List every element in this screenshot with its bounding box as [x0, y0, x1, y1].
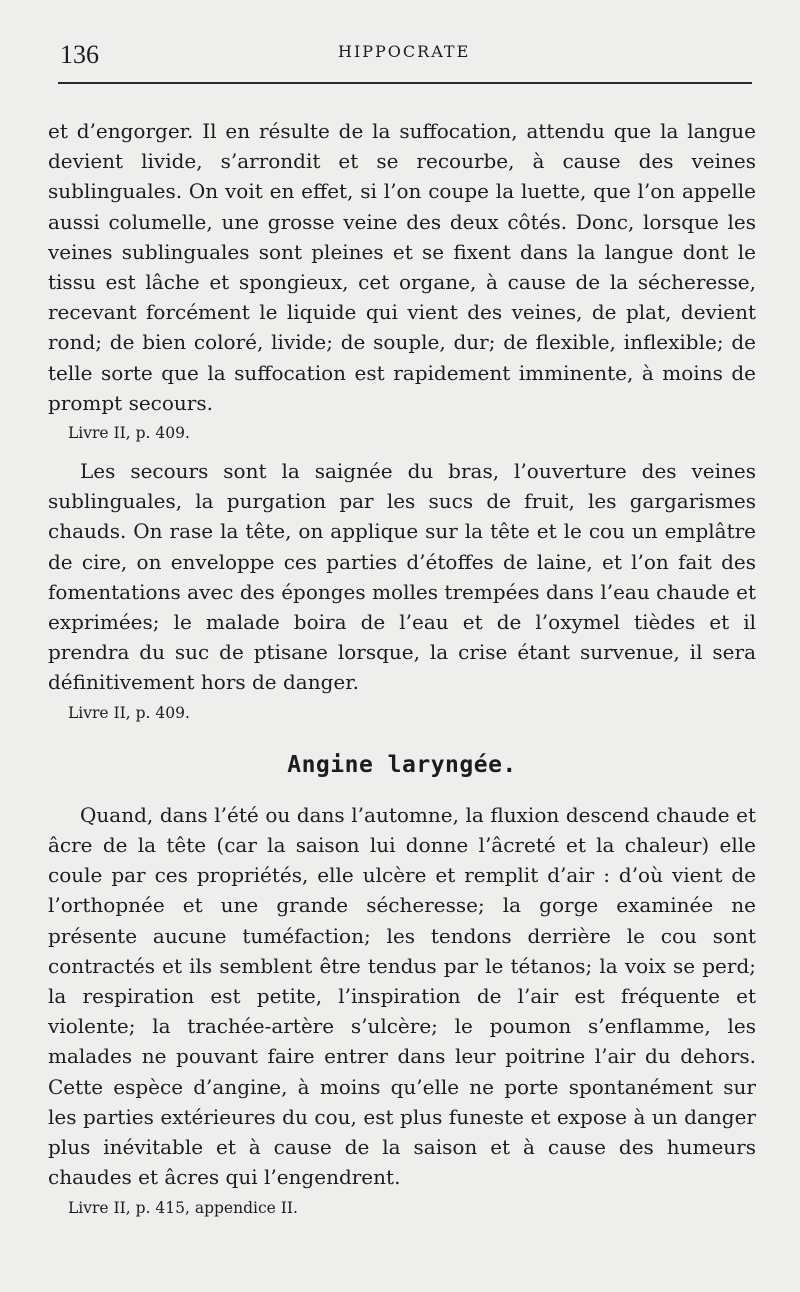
page-header: [60, 38, 750, 78]
paragraph: Quand, dans l’été ou dans l’automne, la fluxion descend chaude et âcre de la tête (car la saison lui donne l’âcreté et la chaleur) elle coule par ces propriétés, elle ulcère et remplit d’air : d’où vient de l’orthopnée et une grande sécheresse; la gorge examinée ne présente aucune tuméfaction; les tendons derrière le cou sont contractés et ils semblent être tendus par le tétanos; la voix se perd; la respiration est petite, l’inspiration de l’air est fréquente et violente; la trachée-artère s’ulcère; le poumon s’enflamme, les malades ne pouvant faire entrer dans leur poitrine l’air du dehors. Cette espèce d’angine, à moins qu’elle ne porte spontanément sur les parties extérieures du cou, est plus funeste et expose à un danger plus inévitable et à cause de la saison et à cause des humeurs chaudes et âcres qui l’engendrent.: [48, 802, 756, 1190]
page-body: [48, 116, 756, 1231]
running-head: HIPPOCRATE: [338, 42, 471, 61]
reference-citation: Livre II, p. 409.: [68, 424, 190, 443]
reference-citation: Livre II, p. 415, appendice II.: [68, 1198, 298, 1217]
paragraph: et d’engorger. Il en résulte de la suffocation, attendu que la langue devient livide, s’arrondit et se recourbe, à cause des veines sublinguales. On voit en effet, si l’on coupe la luette, que l’on appelle aussi columelle, une grosse veine des deux côtés. Donc, lorsque les veines sublinguales sont pleines et se fixent dans la langue dont le tissu est lâche et spongieux, cet organe, à cause de la sécheresse, recevant forcément le liquide qui vient des veines, de plat, devient rond; de bien coloré, livide; de souple, dur; de flexible, inflexible; de telle sorte que la suffocation est rapidement imminente, à moins de prompt secours.: [48, 119, 756, 415]
header-rule: [58, 82, 752, 84]
reference-citation: Livre II, p. 409.: [68, 703, 190, 722]
paragraph: Les secours sont la saignée du bras, l’ouverture des veines sublinguales, la purgation par les sucs de fruit, les gargarismes chauds. On rase la tête, on applique sur la tête et le cou un emplâtre de cire, on enveloppe ces parties d’étoffes de laine, et l’on fait des fomentations avec des éponges molles trempées dans l’eau chaude et exprimées; le malade boira de l’eau et de l’oxymel tièdes et il prendra du suc de ptisane lorsque, la crise étant survenue, il sera définitivement hors de danger.: [48, 459, 756, 695]
page-number: 136: [60, 40, 99, 69]
section-title: Angine laryngée.: [287, 751, 517, 778]
